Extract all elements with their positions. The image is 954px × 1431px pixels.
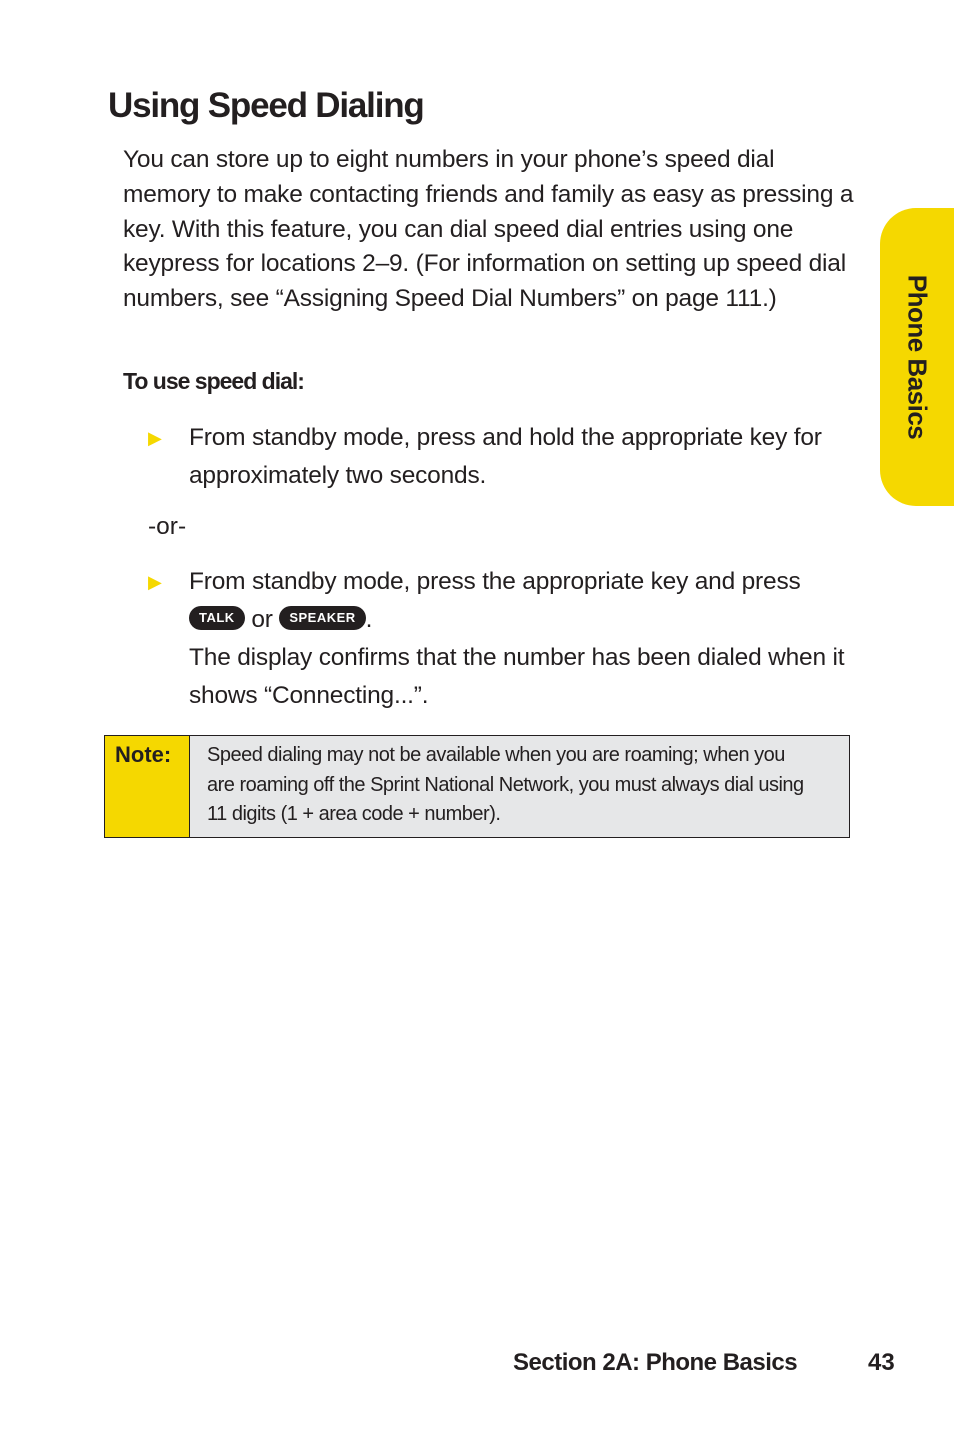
period: . bbox=[365, 606, 373, 633]
page-title: Using Speed Dialing bbox=[108, 86, 424, 125]
subheading: To use speed dial: bbox=[123, 368, 304, 394]
section-tab bbox=[880, 208, 954, 506]
footer-section-title: Section 2A: Phone Basics bbox=[513, 1349, 798, 1376]
note-label: Note: bbox=[105, 736, 190, 837]
or-separator: -or- bbox=[148, 513, 187, 540]
triangle-right-icon: ▶ bbox=[148, 572, 162, 592]
step-2-text bbox=[189, 563, 860, 715]
step-2 bbox=[148, 563, 860, 715]
step-1-text: From standby mode, press and hold the appropriate key for approximately two seconds. bbox=[189, 424, 822, 489]
triangle-right-icon: ▶ bbox=[148, 428, 162, 448]
speaker-key-icon: SPEAKER bbox=[279, 606, 365, 630]
note-box bbox=[104, 735, 850, 838]
intro-paragraph: You can store up to eight numbers in your phone’s speed dial memory to make contacting friends and family as easy as pressing a key. With this feature, you can dial speed dial entries using one keypress for locations 2–9. (For information on setting up speed dial numbers, see “Assigning Speed Dial Numbers” on page 111.) bbox=[123, 146, 854, 313]
step-1 bbox=[148, 419, 860, 495]
page-number: 43 bbox=[868, 1349, 895, 1376]
step-2-instruction: From standby mode, press the appropriate key and press bbox=[189, 568, 801, 595]
talk-key-icon: TALK bbox=[189, 606, 245, 630]
step-2-confirm: The display confirms that the number has been dialed when it shows “Connecting...”. bbox=[189, 644, 845, 709]
note-text: Speed dialing may not be available when you are roaming; when you are roaming off the Sprint National Network, you must always dial using 11 digits (1 + area code + number). bbox=[190, 736, 849, 837]
step-2-keys bbox=[189, 601, 860, 639]
section-tab-label: Phone Basics bbox=[902, 274, 933, 440]
or-word: or bbox=[251, 606, 273, 633]
